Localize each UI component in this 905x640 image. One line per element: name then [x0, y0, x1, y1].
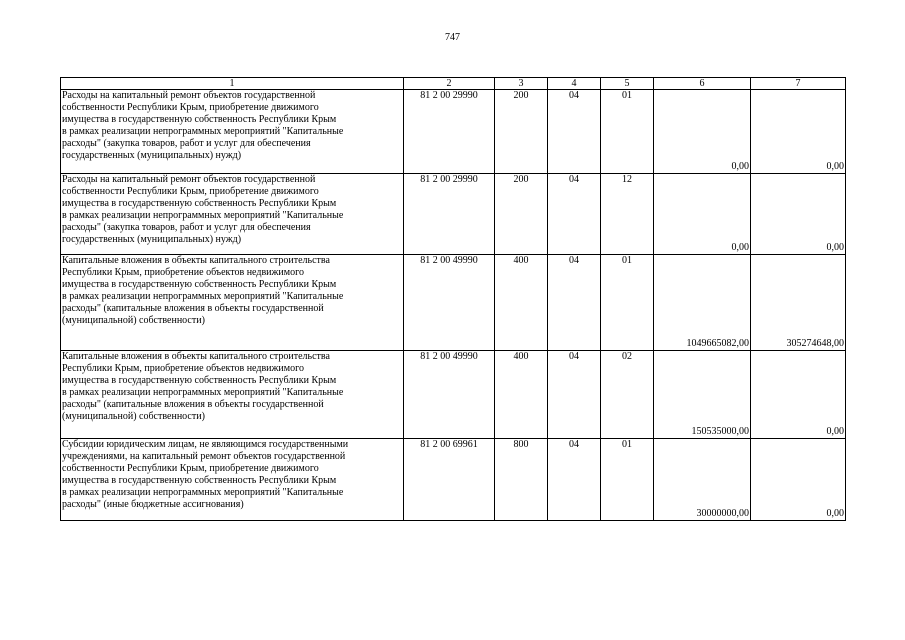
header-row	[61, 78, 846, 90]
row-col4: 04	[548, 439, 601, 521]
row-col6: 1049665082,00	[654, 255, 751, 351]
row-code: 81 2 00 49990	[404, 255, 495, 351]
row-col4: 04	[548, 351, 601, 439]
row-code: 81 2 00 29990	[404, 90, 495, 174]
row-code: 81 2 00 49990	[404, 351, 495, 439]
row-col4: 04	[548, 90, 601, 174]
page-number: 747	[445, 32, 460, 43]
row-description: Субсидии юридическим лицам, не являющимся государственными учреждениями, на капитальный ремонт объектов государственной собственности Республики Крым, приобретение движимого имущества в государственную собственность Республики Крым в рамках реализации непрограммных мероприятий "Капитальные расходы" (иные бюджетные ассигнования)	[61, 439, 404, 521]
row-code: 81 2 00 69961	[404, 439, 495, 521]
header-cell-1: 1	[61, 78, 404, 90]
row-col7: 0,00	[751, 90, 846, 174]
row-col7: 0,00	[751, 439, 846, 521]
budget-table	[60, 77, 846, 521]
row-col3: 400	[495, 255, 548, 351]
row-col5: 01	[601, 439, 654, 521]
table-row	[61, 439, 846, 521]
row-col5: 01	[601, 90, 654, 174]
row-col4: 04	[548, 174, 601, 255]
row-col3: 200	[495, 174, 548, 255]
table-row	[61, 174, 846, 255]
row-col3: 200	[495, 90, 548, 174]
row-code: 81 2 00 29990	[404, 174, 495, 255]
header-cell-3: 3	[495, 78, 548, 90]
row-description: Расходы на капитальный ремонт объектов государственной собственности Республики Крым, приобретение движимого имущества в государственную собственность Республики Крым в рамках реализации непрограммных мероприятий "Капитальные расходы" (закупка товаров, работ и услуг для обеспечения государственных (муниципальных) нужд)	[61, 174, 404, 255]
table-row	[61, 351, 846, 439]
row-description: Расходы на капитальный ремонт объектов государственной собственности Республики Крым, приобретение движимого имущества в государственную собственность Республики Крым в рамках реализации непрограммных мероприятий "Капитальные расходы" (закупка товаров, работ и услуг для обеспечения государственных (муниципальных) нужд)	[61, 90, 404, 174]
row-col7: 0,00	[751, 174, 846, 255]
row-col7: 0,00	[751, 351, 846, 439]
row-col7: 305274648,00	[751, 255, 846, 351]
row-col4: 04	[548, 255, 601, 351]
header-cell-5: 5	[601, 78, 654, 90]
header-cell-4: 4	[548, 78, 601, 90]
header-cell-2: 2	[404, 78, 495, 90]
row-description: Капитальные вложения в объекты капитального строительства Республики Крым, приобретение объектов недвижимого имущества в государственную собственность Республики Крым в рамках реализации непрограммных мероприятий "Капитальные расходы" (капитальные вложения в объекты государственной (муниципальной) собственности)	[61, 351, 404, 439]
table-row	[61, 90, 846, 174]
row-col6: 150535000,00	[654, 351, 751, 439]
row-col5: 02	[601, 351, 654, 439]
row-col5: 01	[601, 255, 654, 351]
row-col3: 800	[495, 439, 548, 521]
header-cell-7: 7	[751, 78, 846, 90]
row-col6: 0,00	[654, 174, 751, 255]
row-col3: 400	[495, 351, 548, 439]
table-row	[61, 255, 846, 351]
row-col5: 12	[601, 174, 654, 255]
row-col6: 30000000,00	[654, 439, 751, 521]
row-col6: 0,00	[654, 90, 751, 174]
header-cell-6: 6	[654, 78, 751, 90]
row-description: Капитальные вложения в объекты капитального строительства Республики Крым, приобретение объектов недвижимого имущества в государственную собственность Республики Крым в рамках реализации непрограммных мероприятий "Капитальные расходы" (капитальные вложения в объекты государственной (муниципальной) собственности)	[61, 255, 404, 351]
